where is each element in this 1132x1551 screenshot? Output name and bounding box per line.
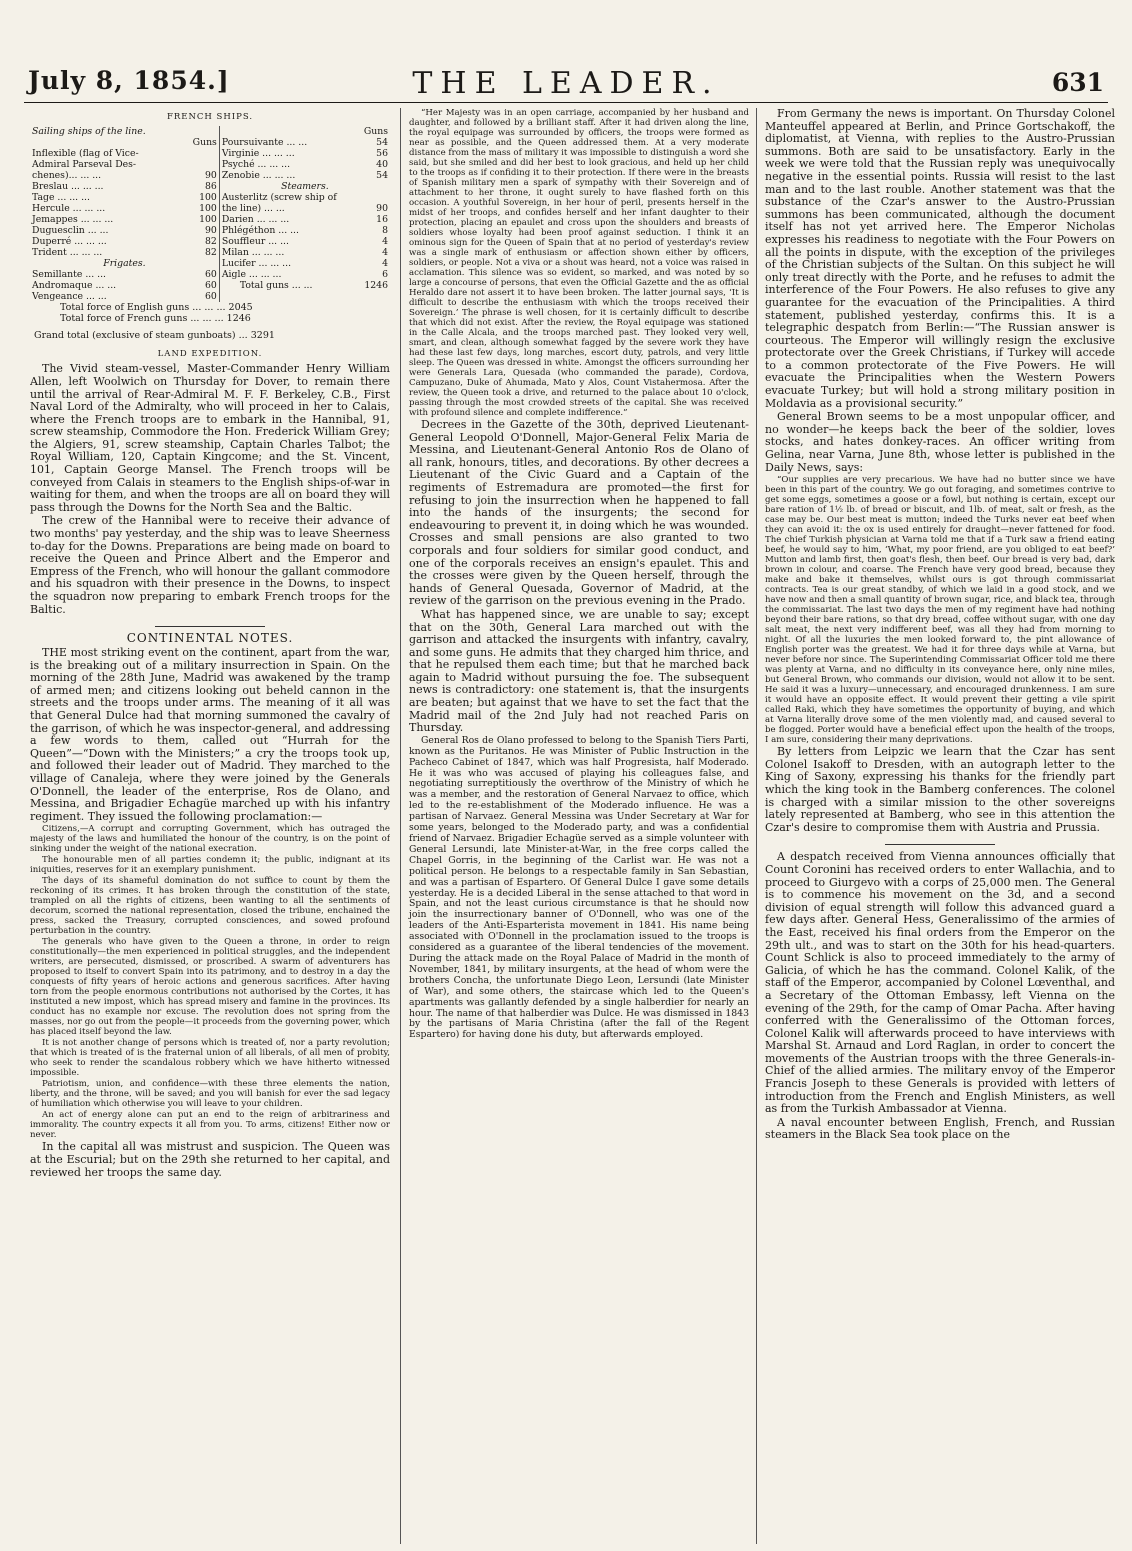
ship-guns: 60	[205, 290, 217, 302]
ship-guns: 54	[376, 169, 388, 181]
steamer-rows	[220, 192, 390, 280]
ship-row	[30, 269, 219, 280]
quoted-letter: “Our supplies are very precarious. We have had no butter since we have been in this part of the country. We go out foraging, and sometimes contrive to get some eggs, sometimes a goose or a fowl, but nothing is certain, except our bare ration of 1½ lb. of bread or biscuit, and 1lb. of meat, salt or fresh, as the case may be. Our best meat is mutton; indeed the Turks never eat beef when they can avoid it: the ox is used entirely for draught—never fattened for food. The chief Turkish physician at Varna told me that if a Turk saw a friend eating beef, he would say to him, ‘What, my poor friend, are you obliged to eat beef?’ Mutton and lamb first, then goat's flesh, then beef. Our bread is very bad, dark brown in colour, and coarse. The French have very good bread, because they make and bake it themselves, whilst ours is got through commissariat contracts. Tea is our great standby, of which we laid in a good stock, and we have now and then a small quantity of brown sugar, rice, and black tea, through the commissariat. The last two days the men of my regiment have had nothing beyond their bare rations, so that dry bread, coffee without sugar, with one day salt meat, the next very indifferent beef, was all they had from morning to night. Of all the luxuries the men looked forward to, the pint allowance of English porter was the greatest. We had it for three days while at Varna, but never before nor since. The Superintending Commissariat Officer told me there was plenty at Varna, and no difficulty in its conveyance here, only nine miles, but General Brown, who commands our division, would not allow it to be sent. He said it was a luxury—unnecessary, and encouraged drunkenness. I am sure it would have an opposite effect. It would prevent their getting a vile spirit called Raki, which they have sometimes the opportunity of buying, and which at Varna literally drove some of the men violently mad, and caused several to be flogged. Porter would have a beneficial effect upon the health of the troops, I am sure, considering their many deprivations.	[765, 475, 1115, 746]
quoted-report: “Her Majesty was in an open carriage, accompanied by her husband and daughter, and followed by a brilliant staff. After it had driven along the line, the royal equipage was surrounded by officers, the troops were formed as near as possible, and the Queen addressed them. At a very moderate distance from the mass of military it was impossible to distinguish a word she said, but she smiled and did her best to look gracious, and held up her child to the troops as if confiding it to their protection. If there were in the breasts of Spanish military men a spark of sympathy with their Sovereign and of attachment to her throne, it ought surely to have flashed forth on this occasion. A youthful Sovereign, in her hour of peril, presents herself in the midst of her troops, and confides herself and her infant daughter to their protection, placing an epaulet and cross upon the shoulders and breasts of soldiers whose loyalty had been proof against seduction. I think it an ominous sign for the Queen of Spain that at no period of yesterday's review was a single mark of enthusiasm or affection shown either by officers, soldiers, or people. Not a viva or a shout was heard, not a voice was raised in acclamation. This silence was so evident, so marked, and was noted by so large a concourse of persons, that even the Official Gazette and the as official Heraldo dare not assert it to have been broken. The latter journal says, ‘It is difficult to describe the enthusiasm with which the troops received their Sovereign.’ The phrase is well chosen, for it is certainly difficult to describe that which did not exist. After the review, the Royal equipage was stationed in the Calle Alcala, and the troops marched past. They looked very well, smart, and clean, although somewhat fagged by the severe work they have had these last few days, long marches, escort duty, patrols, and very little sleep. The Queen was dressed in white. Amongst the officers surrounding her were Generals Lara, Quesada (who commanded the parade), Cordova, Campuzano, Duke of Ahumada, Mato y Alos, Count Vistahermosa. After the review, the Queen took a drive, and returned to the palace about 10 o'clock, passing through the most crowded streets of the capital. She was received with profound silence and complete indifference.”	[409, 108, 749, 418]
section-divider	[885, 844, 995, 845]
article-paragraph: In the capital all was mistrust and suspicion. The Queen was at the Escurial; but on the 29th she returned to her capital, and reviewed her troops the same day.	[30, 1140, 390, 1179]
ship-name: Inflexible (flag of Vice-	[32, 147, 139, 159]
land-expedition-heading: LAND EXPEDITION.	[157, 349, 263, 360]
ship-name: Trident ... ... ...	[32, 246, 103, 258]
article-paragraph: THE most striking event on the continent, apart from the war, is the breaking out of a military insurrection in Spain. On the morning of the 28th June, Madrid was awakened by the tramp of armed men; and citizens looking out beheld cannon in the streets and the troops under arms. The meaning of it all was that General Dulce had that morning summoned the cavalry of the garrison, of which he was inspector-general, and addressing a few words to them, called out “Hurrah for the Queen”—“Down with the Ministers;” a cry the troops took up, and followed their leader out of Madrid. They marched to the village of Canaleja, where they were joined by the Generals O'Donnell, the leader of the enterprise, Ros de Olano, and Messina, and Brigadier Echagüe marched up with his infantry regiment. They issued the following proclamation:—	[30, 646, 390, 823]
land-expedition-paragraph: The crew of the Hannibal were to receive their advance of two months' pay yesterday, and the ship was to leave Sheerness to-day for the Downs. Preparations are being made on board to receive the Queen and Prince Albert and the Emperor and Empress of the French, who will honour the gallant commodore and his squadron with their presence in the Downs, to inspect the squadron now preparing to embark French troops for the Baltic.	[30, 514, 390, 616]
proclamation-paragraph: An act of energy alone can put an end to the reign of arbitrariness and immorality. The country expects it all from you. To arms, citizens! Either now or never.	[30, 1110, 390, 1141]
ship-name: Duperré ... ... ...	[32, 235, 107, 247]
total-french: Total force of French guns ... ... ... 1246	[60, 313, 251, 325]
ship-row	[220, 247, 390, 258]
proclamation-paragraph: The honourable men of all parties condemn it; the public, indignant at its iniquities, reserves for it an exemplary punishment.	[30, 855, 390, 876]
total-english: Total force of English guns ... ... ... 2045	[60, 301, 253, 313]
ship-name: Vengeance ... ...	[32, 290, 107, 302]
ship-name: Hercule ... ... ...	[32, 202, 106, 214]
ship-row	[30, 214, 219, 225]
ship-guns: 60	[205, 279, 217, 291]
column-3	[756, 108, 1115, 1544]
ship-row	[220, 236, 390, 247]
ship-guns: 4	[382, 257, 388, 269]
ship-name: Milan ... ... ...	[221, 246, 285, 258]
right-ship-list	[220, 137, 390, 181]
ship-guns: 54	[376, 136, 388, 148]
ship-name: the line) ... ...	[221, 202, 285, 214]
frigate-rows	[30, 269, 219, 302]
ship-guns: 90	[376, 202, 388, 214]
ship-name: Phlégéthon ... ...	[221, 224, 299, 236]
ship-name: Breslau ... ... ...	[32, 180, 104, 192]
land-expedition-paragraph: The Vivid steam-vessel, Master-Commander Henry William Allen, left Woolwich on Thursday for Dover, to remain there until the arrival of Rear-Admiral M. F. F. Berkeley, C.B., First Naval Lord of the Admiralty, who will proceed in her to Calais, where the French troops are to embark in the Hannibal, 91, screw steamship, Commodore the Hon. Frederick William Grey; the Algiers, 91, screw steamship, Captain Charles Talbot; the Royal William, 120, Captain Kingcome; and the St. Vincent, 101, Captain George Mansel. The French troops will be conveyed from Calais in steamers to the English ships-of-war in waiting for them, and when the troops are all on board they will pass through the Downs for the North Sea and the Baltic.	[30, 362, 390, 514]
ship-guns: 56	[376, 147, 388, 159]
ship-guns: 82	[205, 246, 217, 258]
ship-row	[30, 192, 219, 203]
left-ship-list	[30, 137, 219, 258]
ship-name: Virginie ... ... ...	[221, 147, 295, 159]
article-paragraph: A naval encounter between English, French, and Russian steamers in the Black Sea took place on the	[765, 1115, 1115, 1142]
ship-guns: 8	[382, 224, 388, 236]
ship-guns: 82	[205, 235, 217, 247]
masthead	[24, 66, 1108, 103]
ship-row	[30, 170, 219, 181]
ship-guns: 4	[382, 246, 388, 258]
ship-name: Andromaque ... ...	[32, 279, 117, 291]
frigates-heading: Frigates.	[103, 257, 146, 269]
ship-row	[220, 203, 390, 214]
proclamation-paragraph: It is not another change of persons which is treated of, nor a party revolution; that which is treated of is the fraternal union of all liberals, of all men of probity, who seek to render the scandalous robbery which we have hitherto witnessed impossible.	[30, 1038, 390, 1079]
ship-name: Psyché ... ... ...	[221, 158, 291, 170]
ship-row	[220, 225, 390, 236]
ship-name: Souffleur ... ...	[221, 235, 289, 247]
ship-guns: 6	[382, 268, 388, 280]
french-ships-table	[30, 126, 390, 302]
ship-guns: 90	[205, 224, 217, 236]
ship-row	[220, 170, 390, 181]
ship-guns	[370, 192, 390, 203]
ship-name: Poursuivante ... ...	[221, 136, 308, 148]
ship-row	[30, 159, 219, 170]
article-paragraph: A despatch received from Vienna announces officially that Count Coronini has received orders to enter Wallachia, and to proceed to Giurgevo with a corps of 25,000 men. The General is to commence his movement on the 3d, and a second division of equal strength will follow this advanced guard a few days after. General Hess, Generalissimo of the armies of the East, received his final orders from the Emperor on the 29th ult., and was to start on the 30th for his head-quarters. Count Schlick is also to proceed immediately to the army of Galicia, of which he has the command. Colonel Kalik, of the staff of the Emperor, accompanied by Colonel Lœventhal, and a Secretary of the Ottoman Embassy, left Vienna on the evening of the 29th, for the camp of Omar Pacha. After having conferred with the Generalissimo of the Ottoman forces, Colonel Kalik will afterwards proceed to have interviews with Marshal St. Arnaud and Lord Raglan, in order to concert the movements of the Austrian troops with the three Generals-in-Chief of the allied armies. The military envoy of the Emperor Francis Joseph to these Generals is provided with letters of introduction from the French and English Ministers, as well as from the Turkish Ambassador at Vienna.	[765, 850, 1115, 1116]
grand-total: Grand total (exclusive of steam gunboats) ... 3291	[34, 329, 275, 341]
proclamation-paragraph: The generals who have given to the Queen a throne, in order to reign constitutionally—the men experienced in political struggles, and the independent writers, are persecuted, dismissed, or proscribed. A swarm of adventurers has proposed to itself to convert Spain into its patrimony, and to destroy in a day the conquests of fifty years of heroic actions and generous sacrifices. After having torn from the people enormous contributions not authorised by the Cortes, it has instituted a new impost, which has spread misery and famine in the provinces. Its conduct has no example nor excuse. The revolution does not spring from the masses, nor go out from the people—it proceeds from the governing power, which has placed itself beyond the law.	[30, 937, 390, 1038]
proclamation	[30, 824, 390, 1140]
ship-name: Jemappes ... ... ...	[32, 213, 114, 225]
ship-name: chenes)... ... ...	[32, 169, 102, 181]
ship-name: Zenobie ... ... ...	[221, 169, 296, 181]
ship-name: Darien ... ... ...	[221, 213, 290, 225]
article-paragraph: Decrees in the Gazette of the 30th, deprived Lieutenant-General Leopold O'Donnell, Major-General Felix Maria de Messina, and Lieutenant-General Antonio Ros de Olano of all rank, honours, titles, and decorations. By other decrees a Lieutenant of the Civic Guard and a Captain of the regiments of Estremadura are promoted—the first for refusing to join the insurrection when he happened to fall into the hands of the insurgents; the second for endeavouring to prevent it, in doing which he was wounded. Crosses and small pensions are also granted to two corporals and four soldiers for similar good conduct, and one of the corporals receives an ensign's epaulet. This and the crosses were given by the Queen herself, through the hands of General Quesada, Governor of Madrid, at the review of the garrison on the previous evening in the Prado.	[409, 418, 749, 608]
newspaper-title: THE LEADER.	[412, 66, 720, 101]
ship-row	[220, 214, 390, 225]
ship-row	[220, 137, 390, 148]
guns-label-right: Guns	[363, 125, 388, 137]
ship-row	[220, 159, 390, 170]
ship-name: Admiral Parseval Des-	[32, 158, 137, 170]
ship-guns: 60	[205, 268, 217, 280]
ship-name: Aigle ... ... ...	[221, 268, 282, 280]
ship-row	[30, 148, 219, 159]
proclamation-paragraph: The days of its shameful domination do not suffice to count by them the reckoning of its crimes. It has broken through the constitution of the state, trampled on all the rights of citizens, been wanting to all the sentiments of decorum, scorned the national representation, closed the tribune, enchained the press, sacked the Treasury, corrupted consciences, and sowed profound perturbation in the country.	[30, 876, 390, 937]
ship-guns: 16	[376, 213, 388, 225]
ship-name: Austerlitz (screw ship of	[221, 191, 337, 203]
article-paragraph: General Ros de Olano professed to belong to the Spanish Tiers Parti, known as the Puritanos. He was Minister of Public Instruction in the Pacheco Cabinet of 1847, which was half Progresista, half Moderado. He it was who was accused of playing his colleagues false, and negotiating surreptitiously the overthrow of the Ministry of which he was a member, and the restoration of General Narvaez to office, which led to the re-establishment of the Moderado influence. He was a partisan of Narvaez. General Messina was Under Secretary at War for some years, belonged to the Moderado party, and was a confidential friend of Narvaez. Brigadier Echagüe served as a simple volunteer with General Lersundi, late Minister-at-War, in the free corps called the Chapel Gorris, in the beginning of the Carlist war. He was not a political person. He belongs to a respectable family in San Sebastian, and was a partisan of Espartero. Of General Dulce I gave some details yesterday. He is a decided Liberal in the sense attached to that word in Spain, and not the least curious circumstance is that he should now join the insurrectionary banner of O'Donnell, who was one of the leaders of the Anti-Esparterista movement in 1841. His name being associated with O'Donnell in the proclamation issued to the troops is considered as a guarantee of the liberal tendencies of the movement. During the attack made on the Royal Palace of Madrid in the month of November, 1841, by military insurgents, at the head of whom were the brothers Concha, the unfortunate Diego Leon, Lersundi (late Minister of War), and some others, the staircase which led to the Queen's apartments was gallantly defended by a single halberdier for nearly an hour. The name of that halberdier was Dulce. He was dismissed in 1843 by the partisans of Maria Christina (after the fall of the Regent Espartero) for having done his duty, but afterwards employed.	[409, 734, 749, 1041]
article-paragraph: By letters from Leipzic we learn that the Czar has sent Colonel Isakoff to Dresden, with an autograph letter to the King of Saxony, expressing his thanks for the friendly part which the king took in the Bamberg conferences. The colonel is charged with a similar mission to the other sovereigns lately represented at Bamberg, who see in this attention the Czar's desire to compromise them with Austria and Prussia.	[765, 745, 1115, 834]
ship-row	[30, 247, 219, 258]
steamers-heading: Steamers.	[281, 180, 329, 192]
ship-row	[30, 203, 219, 214]
ship-row	[30, 181, 219, 192]
ship-guns: 40	[376, 158, 388, 170]
page-number: 631	[1051, 68, 1104, 97]
french-ships-heading: FRENCH SHIPS.	[166, 112, 254, 122]
steamers-list	[220, 181, 390, 192]
continental-notes-heading: CONTINENTAL NOTES.	[126, 631, 294, 646]
guns-label-left: Guns	[192, 136, 217, 148]
ship-row	[30, 280, 219, 291]
ship-guns: 100	[199, 191, 217, 203]
ship-row	[220, 269, 390, 280]
ship-name: Duguesclin ... ...	[32, 224, 109, 236]
ship-row	[30, 225, 219, 236]
sailing-ships-heading: Sailing ships of the line.	[32, 125, 146, 137]
ship-name: Lucifer ... ... ...	[221, 257, 292, 269]
ship-row	[220, 258, 390, 269]
ship-name: Tage ... ... ...	[32, 191, 90, 203]
total-guns-row: Total guns ... ... 1246	[239, 279, 388, 291]
column-1	[30, 108, 390, 1544]
article-paragraph: From Germany the news is important. On Thursday Colonel Manteuffel appeared at Berlin, and Prince Gortschakoff, the diplomatist, at Vienna, with replies to the Austro-Prussian summons. Both are said to be unsatisfactory. Early in the week we were told that the Russian reply was unequivocally negative in the essential points. Russia will resist to the last man and to the last rouble. Another statement was that the substance of the Czar's answer to the Austro-Prussian summons has been communicated, although the document itself has not yet arrived here. The Emperor Nicholas expresses his readiness to negotiate with the Four Powers on all the points in dispute, with the exception of the privileges of the Christian subjects of the Sultan. On this subject he will only treat directly with the Porte, and he refuses to admit the interference of the Four Powers. He also refuses to give any guarantee for the evacuation of the Principalities. A third statement, published yesterday, confirms this. It is a telegraphic despatch from Berlin:—“The Russian answer is courteous. The Emperor will willingly resign the exclusive protectorate over the Greek Christians, if Turkey will accede to a common protectorate of the Five Powers. He will evacuate the Principalities when the Western Powers evacuate Turkey; but will hold a strong military position in Moldavia as a provisional security.”	[765, 108, 1115, 410]
proclamation-paragraph: Patriotism, union, and confidence—with these three elements the nation, liberty, and the throne, will be saved; and you will banish for ever the sad legacy of humiliation which otherwise you will leave to your children.	[30, 1079, 390, 1110]
ship-guns: 100	[199, 202, 217, 214]
ship-guns	[180, 148, 218, 159]
ship-guns: 100	[199, 213, 217, 225]
article-paragraph: General Brown seems to be a most unpopular officer, and no wonder—he keeps back the beer of the soldier, loves stocks, and hates donkey-races. An officer writing from Gelina, near Varna, June 8th, whose letter is published in the Daily News, says:	[765, 410, 1115, 474]
issue-date: July 8, 1854.]	[28, 66, 230, 95]
ship-guns: 4	[382, 235, 388, 247]
ship-name: Semillante ... ...	[32, 268, 107, 280]
section-divider	[155, 626, 265, 627]
ship-guns	[180, 159, 218, 170]
ship-row	[220, 148, 390, 159]
ship-guns: 90	[205, 169, 217, 181]
ship-row	[30, 236, 219, 247]
article-paragraph: What has happened since, we are unable to say; except that on the 30th, General Lara marched out with the garrison and attacked the insurgents with infantry, cavalry, and some guns. He admits that they charged him thrice, and that he repulsed them each time; but that he marched back again to Madrid without pursuing the foe. The subsequent news is contradictory: one statement is, that the insurgents are beaten; but against that we have to set the fact that the Madrid mail of the 2nd July had not reached Paris on Thursday.	[409, 607, 749, 735]
proclamation-paragraph: Citizens,—A corrupt and corrupting Government, which has outraged the majesty of the laws and humiliated the honour of the country, is on the point of sinking under the weight of the national execration.	[30, 824, 390, 855]
frigates-list	[30, 258, 219, 269]
column-2	[400, 108, 749, 1544]
ship-row	[220, 192, 390, 203]
ship-row	[30, 291, 219, 302]
ship-guns: 86	[205, 180, 217, 192]
